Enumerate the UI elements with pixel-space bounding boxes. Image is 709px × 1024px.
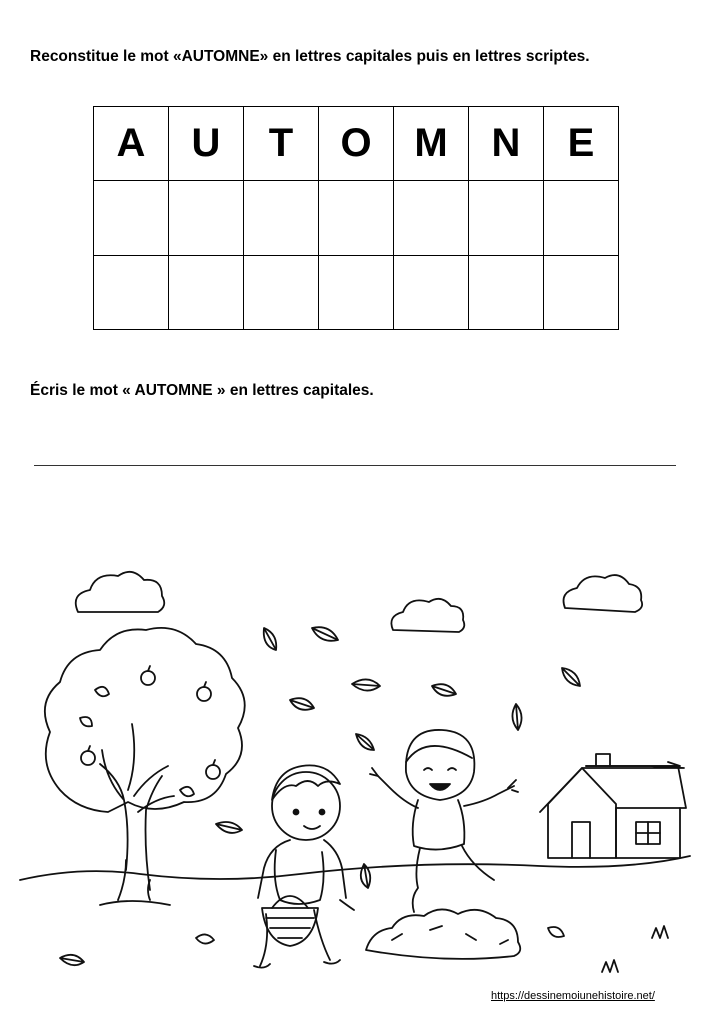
leaf-pile-icon: [366, 909, 520, 958]
writing-line[interactable]: [34, 465, 676, 466]
empty-answer-cell[interactable]: [544, 255, 619, 329]
empty-answer-cell[interactable]: [94, 255, 169, 329]
empty-answer-cell[interactable]: [394, 181, 469, 255]
instruction-rebuild-word: Reconstitue le mot «AUTOMNE» en lettres capitales puis en lettres scriptes.: [30, 48, 590, 65]
apple-tree-icon: [45, 628, 245, 905]
house-icon: [540, 754, 686, 858]
grid-letter-cell: T: [244, 107, 319, 181]
instruction-write-word: Écris le mot « AUTOMNE » en lettres capitales.: [30, 382, 374, 399]
answer-row-script: [94, 255, 619, 329]
empty-answer-cell[interactable]: [469, 181, 544, 255]
grid-letter-cell: M: [394, 107, 469, 181]
autumn-scene-illustration: [0, 560, 709, 980]
cloud-icon: [391, 599, 464, 632]
empty-answer-cell[interactable]: [244, 255, 319, 329]
empty-answer-cell[interactable]: [394, 255, 469, 329]
empty-answer-cell[interactable]: [469, 255, 544, 329]
empty-answer-cell[interactable]: [319, 255, 394, 329]
boy-with-basket-icon: [254, 765, 354, 967]
girl-jumping-icon: [370, 730, 518, 912]
empty-answer-cell[interactable]: [169, 255, 244, 329]
ground-line: [20, 856, 690, 972]
grid-letter-cell: E: [544, 107, 619, 181]
empty-answer-cell[interactable]: [94, 181, 169, 255]
empty-answer-cell[interactable]: [544, 181, 619, 255]
cloud-icon: [564, 575, 643, 612]
answer-row-capitals: [94, 181, 619, 255]
letter-row-capitals: [94, 107, 619, 181]
grid-letter-cell: A: [94, 107, 169, 181]
grid-letter-cell: U: [169, 107, 244, 181]
cloud-icon: [76, 572, 165, 612]
empty-answer-cell[interactable]: [244, 181, 319, 255]
grid-letter-cell: O: [319, 107, 394, 181]
empty-answer-cell[interactable]: [169, 181, 244, 255]
empty-answer-cell[interactable]: [319, 181, 394, 255]
credit-link[interactable]: https://dessinemoiunehistoire.net/: [491, 990, 655, 1002]
letter-grid: [93, 106, 619, 330]
leaf-icon: [60, 627, 580, 965]
grid-letter-cell: N: [469, 107, 544, 181]
